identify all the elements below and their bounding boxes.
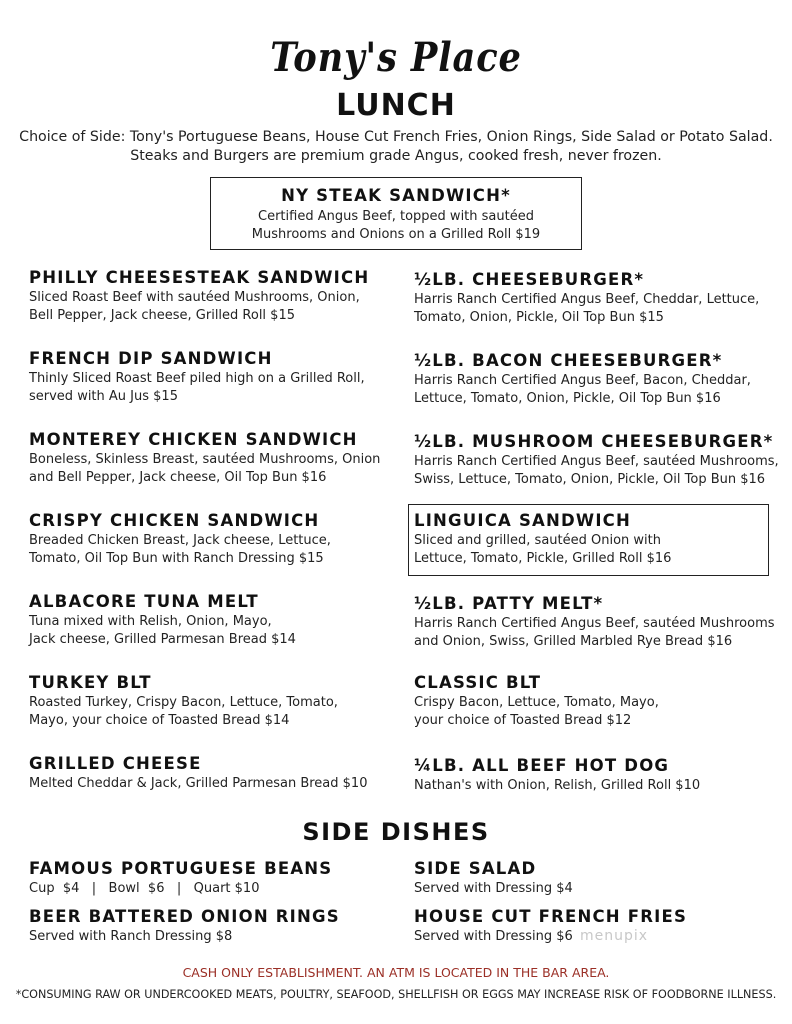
menu-item: [414, 673, 784, 730]
intro-text: [0, 128, 792, 166]
side-item: [29, 907, 399, 946]
menu-item: [29, 673, 399, 730]
desc-line: your choice of Toasted Bread $12: [414, 713, 632, 728]
desc-line: Mushrooms and Onions on a Grilled Roll $19: [251, 227, 541, 242]
menu-item: [414, 756, 784, 795]
menu-item: [414, 594, 784, 651]
item-desc: [414, 615, 784, 651]
desc-line: Crispy Bacon, Lettuce, Tomato, Mayo,: [414, 695, 659, 710]
menu-item: [29, 511, 399, 568]
desc-line: served with Au Jus $15: [29, 389, 178, 404]
desc-line: Harris Ranch Certified Angus Beef, Bacon, Cheddar,: [414, 373, 751, 388]
item-desc: [211, 208, 581, 244]
menu-item: [29, 592, 399, 649]
item-name: ½LB. CHEESEBURGER*: [414, 270, 645, 289]
item-desc: Served with Ranch Dressing $8: [29, 929, 233, 944]
desc-line: Harris Ranch Certified Angus Beef, sautéed Mushrooms,: [414, 454, 779, 469]
item-desc: [414, 372, 784, 408]
item-desc: [29, 370, 399, 406]
item-desc: [29, 451, 399, 487]
menu-item: [29, 268, 399, 325]
item-name: FRENCH DIP SANDWICH: [29, 349, 273, 368]
item-desc: [29, 532, 399, 568]
desc-line: and Bell Pepper, Jack cheese, Oil Top Bun $16: [29, 470, 327, 485]
item-name: ALBACORE TUNA MELT: [29, 592, 259, 611]
desc-line: Lettuce, Tomato, Onion, Pickle, Oil Top Bun $16: [414, 391, 721, 406]
desc-line: Bell Pepper, Jack cheese, Grilled Roll $15: [29, 308, 295, 323]
item-desc: Cup $4 | Bowl $6 | Quart $10: [29, 881, 260, 896]
item-name: GRILLED CHEESE: [29, 754, 202, 773]
side-item: [29, 859, 399, 898]
desc-line: Breaded Chicken Breast, Jack cheese, Lettuce,: [29, 533, 331, 548]
item-desc: [414, 453, 784, 489]
item-name: HOUSE CUT FRENCH FRIES: [414, 907, 688, 926]
menu-item: [29, 430, 399, 487]
menu-item: [414, 432, 784, 489]
featured-item: [210, 177, 582, 250]
menu-item: [414, 270, 784, 327]
item-desc: [414, 777, 784, 795]
menu-item: [414, 511, 784, 568]
item-name: SIDE SALAD: [414, 859, 537, 878]
item-desc: Served with Dressing $6: [414, 929, 573, 944]
desc-line: Tomato, Oil Top Bun with Ranch Dressing $15: [29, 551, 324, 566]
item-name: ½LB. BACON CHEESEBURGER*: [414, 351, 723, 370]
desc-line: and Onion, Swiss, Grilled Marbled Rye Bread $16: [414, 634, 733, 649]
item-name: ½LB. MUSHROOM CHEESEBURGER*: [414, 432, 774, 451]
item-desc: Served with Dressing $4: [414, 881, 573, 896]
cash-only-notice: CASH ONLY ESTABLISHMENT. AN ATM IS LOCATED IN THE BAR AREA.: [182, 965, 610, 980]
item-name: FAMOUS PORTUGUESE BEANS: [29, 859, 333, 878]
desc-line: Tuna mixed with Relish, Onion, Mayo,: [29, 614, 272, 629]
desc-line: Sliced and grilled, sautéed Onion with: [414, 533, 661, 548]
desc-line: Melted Cheddar & Jack, Grilled Parmesan Bread $10: [29, 776, 368, 791]
intro-line: Choice of Side: Tony's Portuguese Beans, House Cut French Fries, Onion Rings, Side Salad or Potato Salad.: [19, 129, 773, 145]
desc-line: Tomato, Onion, Pickle, Oil Top Bun $15: [414, 310, 664, 325]
watermark: menupix: [580, 928, 649, 944]
desc-line: Boneless, Skinless Breast, sautéed Mushrooms, Onion: [29, 452, 381, 467]
desc-line: Harris Ranch Certified Angus Beef, Cheddar, Lettuce,: [414, 292, 760, 307]
menu-item: [29, 754, 399, 793]
desc-line: Roasted Turkey, Crispy Bacon, Lettuce, Tomato,: [29, 695, 338, 710]
item-desc: [414, 694, 784, 730]
item-name: ¼LB. ALL BEEF HOT DOG: [414, 756, 670, 775]
desc-line: Nathan's with Onion, Relish, Grilled Roll $10: [414, 778, 701, 793]
item-name: CRISPY CHICKEN SANDWICH: [29, 511, 320, 530]
item-name: PHILLY CHEESESTEAK SANDWICH: [29, 268, 370, 287]
desc-line: Certified Angus Beef, topped with sautéed: [258, 209, 534, 224]
item-name: BEER BATTERED ONION RINGS: [29, 907, 340, 926]
item-desc: [29, 613, 399, 649]
item-name: TURKEY BLT: [29, 673, 152, 692]
restaurant-title: Tony's Place: [270, 34, 522, 81]
desc-line: Thinly Sliced Roast Beef piled high on a Grilled Roll,: [29, 371, 365, 386]
menu-item: [29, 349, 399, 406]
desc-line: Lettuce, Tomato, Pickle, Grilled Roll $16: [414, 551, 672, 566]
item-desc: [29, 289, 399, 325]
side-dishes-title: SIDE DISHES: [302, 818, 490, 846]
desc-line: Mayo, your choice of Toasted Bread $14: [29, 713, 290, 728]
item-desc: [29, 775, 399, 793]
item-name: MONTEREY CHICKEN SANDWICH: [29, 430, 358, 449]
item-desc: [29, 694, 399, 730]
item-desc: [414, 291, 784, 327]
item-name: CLASSIC BLT: [414, 673, 542, 692]
food-safety-disclaimer: *CONSUMING RAW OR UNDERCOOKED MEATS, POULTRY, SEAFOOD, SHELLFISH OR EGGS MAY INCREASE RISK OF FOODBORNE ILLNESS.: [15, 988, 777, 1001]
item-name: LINGUICA SANDWICH: [414, 511, 631, 530]
item-desc: [414, 532, 784, 568]
desc-line: Sliced Roast Beef with sautéed Mushrooms, Onion,: [29, 290, 360, 305]
item-name: NY STEAK SANDWICH*: [281, 186, 511, 205]
desc-line: Swiss, Lettuce, Tomato, Onion, Pickle, Oil Top Bun $16: [414, 472, 766, 487]
side-item: [414, 859, 784, 898]
menu-item: [414, 351, 784, 408]
menu-title: LUNCH: [336, 88, 456, 123]
item-name: ½LB. PATTY MELT*: [414, 594, 604, 613]
desc-line: Harris Ranch Certified Angus Beef, sautéed Mushrooms: [414, 616, 775, 631]
desc-line: Jack cheese, Grilled Parmesan Bread $14: [29, 632, 296, 647]
intro-line: Steaks and Burgers are premium grade Angus, cooked fresh, never frozen.: [130, 148, 662, 164]
